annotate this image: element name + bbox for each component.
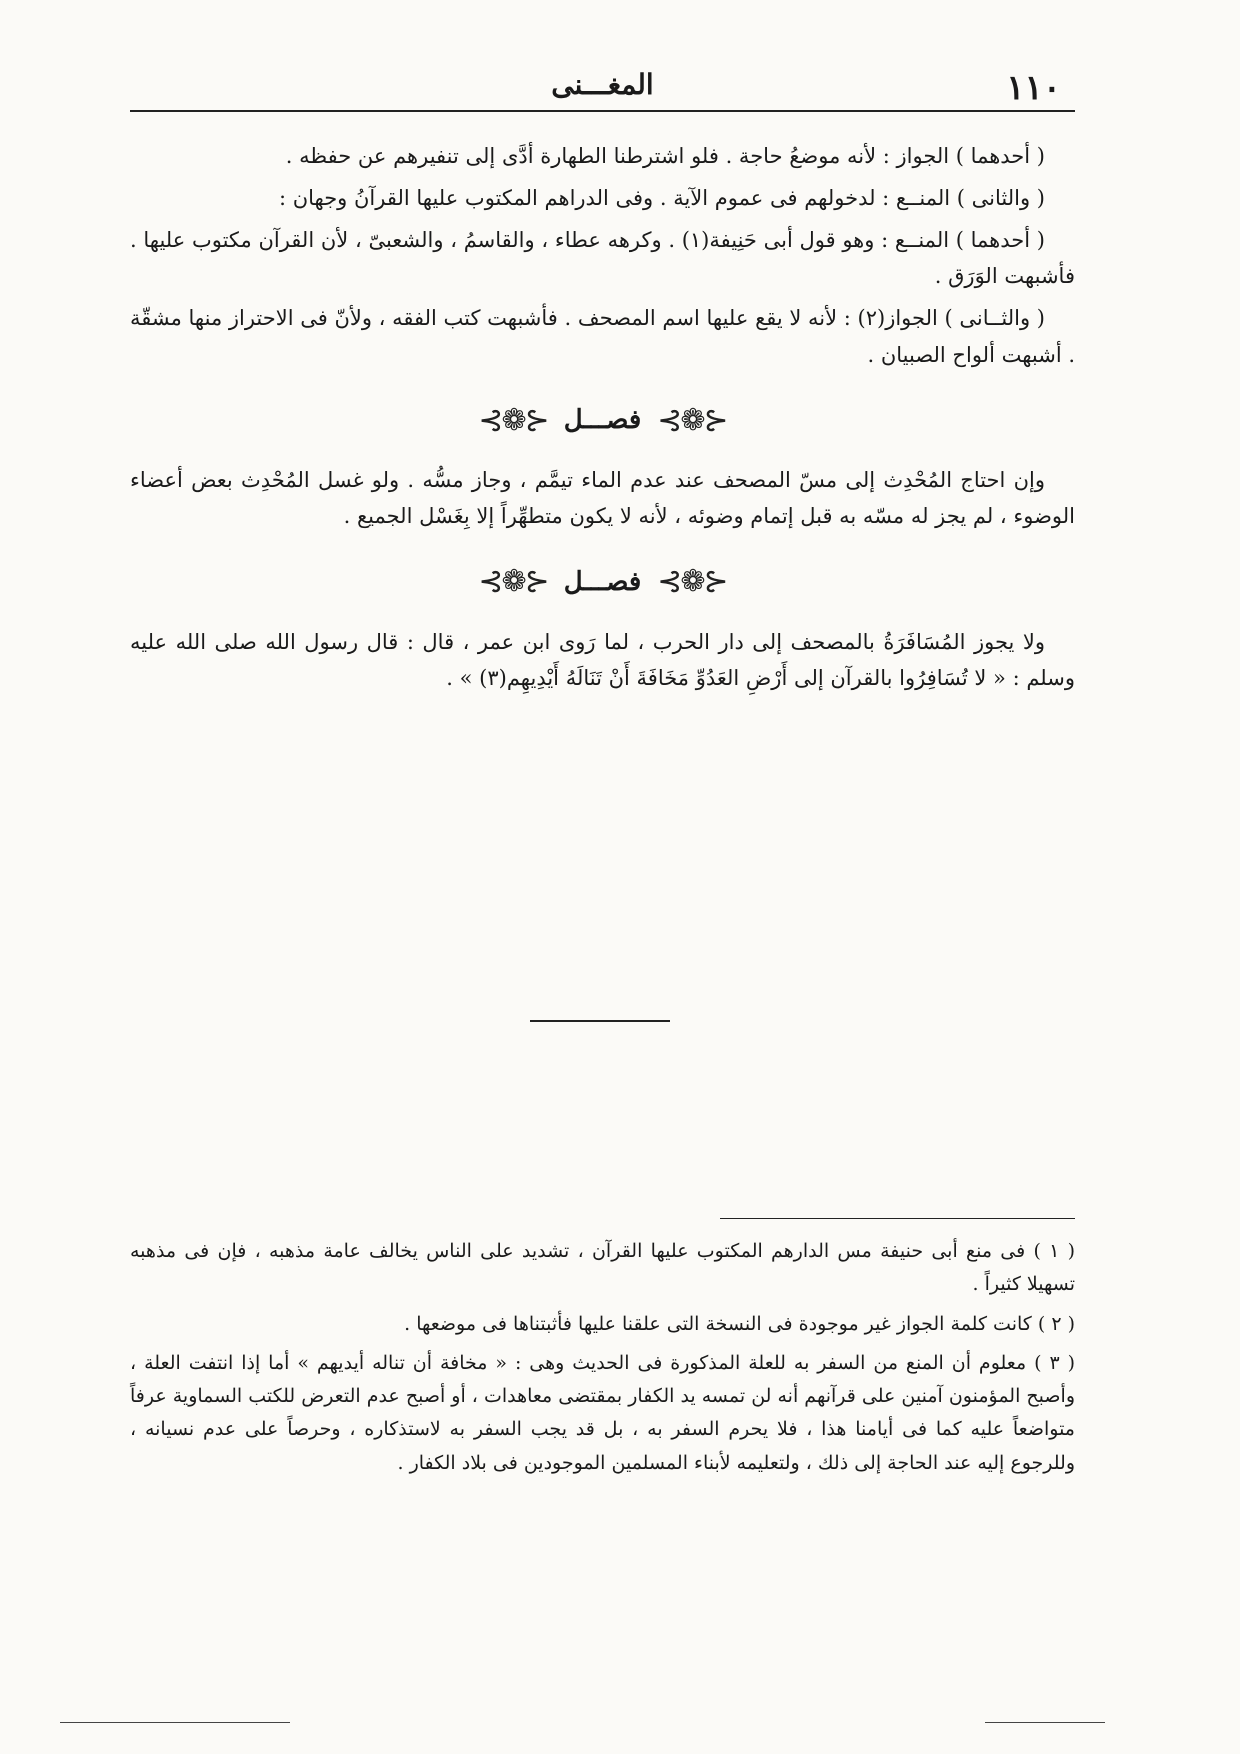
ornament-icon: ⊰❁⊱: [478, 564, 548, 600]
section-heading: [130, 556, 1075, 608]
page-header: [130, 62, 1075, 112]
section-heading-label: فصـــل: [563, 405, 642, 436]
paragraph: ( والثــانى ) الجواز(٢) : لأنه لا يقع عليها اسم المصحف . فأشبهت كتب الفقه ، ولأنّ فى الاحتراز منها مشقّة . أشبهت ألواح الصبيان .: [129, 306, 1075, 367]
paragraph: ( أحدهما ) المنــع : وهو قول أبى حَنِيفة(١) . وكرهه عطاء ، والقاسمُ ، والشعبىّ ، لأن القرآن مكتوب عليها . فأشبهت الوَرَق .: [130, 228, 1075, 289]
bottom-edge-rule: [60, 1722, 290, 1723]
ornament-icon: ⊰❁⊱: [657, 402, 727, 438]
footnotes: [130, 1235, 1075, 1486]
main-text: [130, 138, 1075, 702]
ornament-icon: ⊰❁⊱: [657, 564, 727, 600]
footnote: ( ١ ) فى منع أبى حنيفة مس الدارهم المكتوب عليها القرآن ، تشديد على الناس يخالف عامة مذهبه ، فإن فى مذهبه تسهيلا كثيراً .: [130, 1240, 1076, 1296]
section-text: وإن احتاج المُحْدِث إلى مسّ المصحف عند عدم الماء تيمَّم ، وجاز مسُّه . ولو غسل المُحْدِث بعض أعضاء الوضوء ، لم يجز له مسّه به قبل إتمام وضوئه ، لأنه لا يكون متطهِّراً إلا بِغَسْل الجميع .: [130, 468, 1075, 529]
section-text: ولا يجوز المُسَافَرَةُ بالمصحف إلى دار الحرب ، لما رَوى ابن عمر ، قال : قال رسول الله صلى الله عليه وسلم : « لا تُسَافِرُوا بالقرآن إلى أَرْضِ العَدُوِّ مَخَافَةَ أَنْ تَنَالَهُ أَيْدِيهِم(٣) » .: [130, 630, 1075, 691]
page-number: ١١٠: [1006, 68, 1061, 108]
footnote-rule: [720, 1218, 1075, 1219]
ornament-icon: ⊰❁⊱: [478, 402, 548, 438]
paragraph: ( والثانى ) المنــع : لدخولهم فى عموم الآية . وفى الدراهم المكتوب عليها القرآنُ وجهان :: [278, 186, 1045, 211]
paragraph: ( أحدهما ) الجواز : لأنه موضعُ حاجة . فلو اشترطنا الطهارة أدَّى إلى تنفيرهم عن حفظه .: [285, 144, 1045, 168]
section-heading-label: فصـــل: [563, 566, 642, 597]
running-title: المغـــنى: [551, 68, 654, 101]
footnote: ( ٣ ) معلوم أن المنع من السفر به للعلة المذكورة فى الحديث وهى : « مخافة أن تناله أيديهم » أما إذا انتفت العلة ، وأصبح المؤمنون آمنين على قرآنهم أنه لن تمسه يد الكفار بمقتضى معاهدات ، أو أصبح عدم التعرض للكتب السماوية عرفاً متواضعاً عليه كما فى أيامنا هذا ، فلا يحرم السفر به ، بل قد يجب السفر به لاستذكاره ، وحرصاً على عدم نسيانه ، وللرجوع إليه عند الحاجة إلى ذلك ، ولتعليمه لأبناء المسلمين الموجودين فى بلاد الكفار .: [130, 1351, 1076, 1474]
separator-rule: [530, 1020, 670, 1022]
bottom-edge-rule: [985, 1722, 1105, 1723]
section-heading: [130, 395, 1075, 447]
footnote: ( ٢ ) كانت كلمة الجواز غير موجودة فى النسخة التى علقنا عليها فأثبتناها فى موضعها .: [404, 1312, 1075, 1335]
header-rule: [130, 110, 1075, 112]
